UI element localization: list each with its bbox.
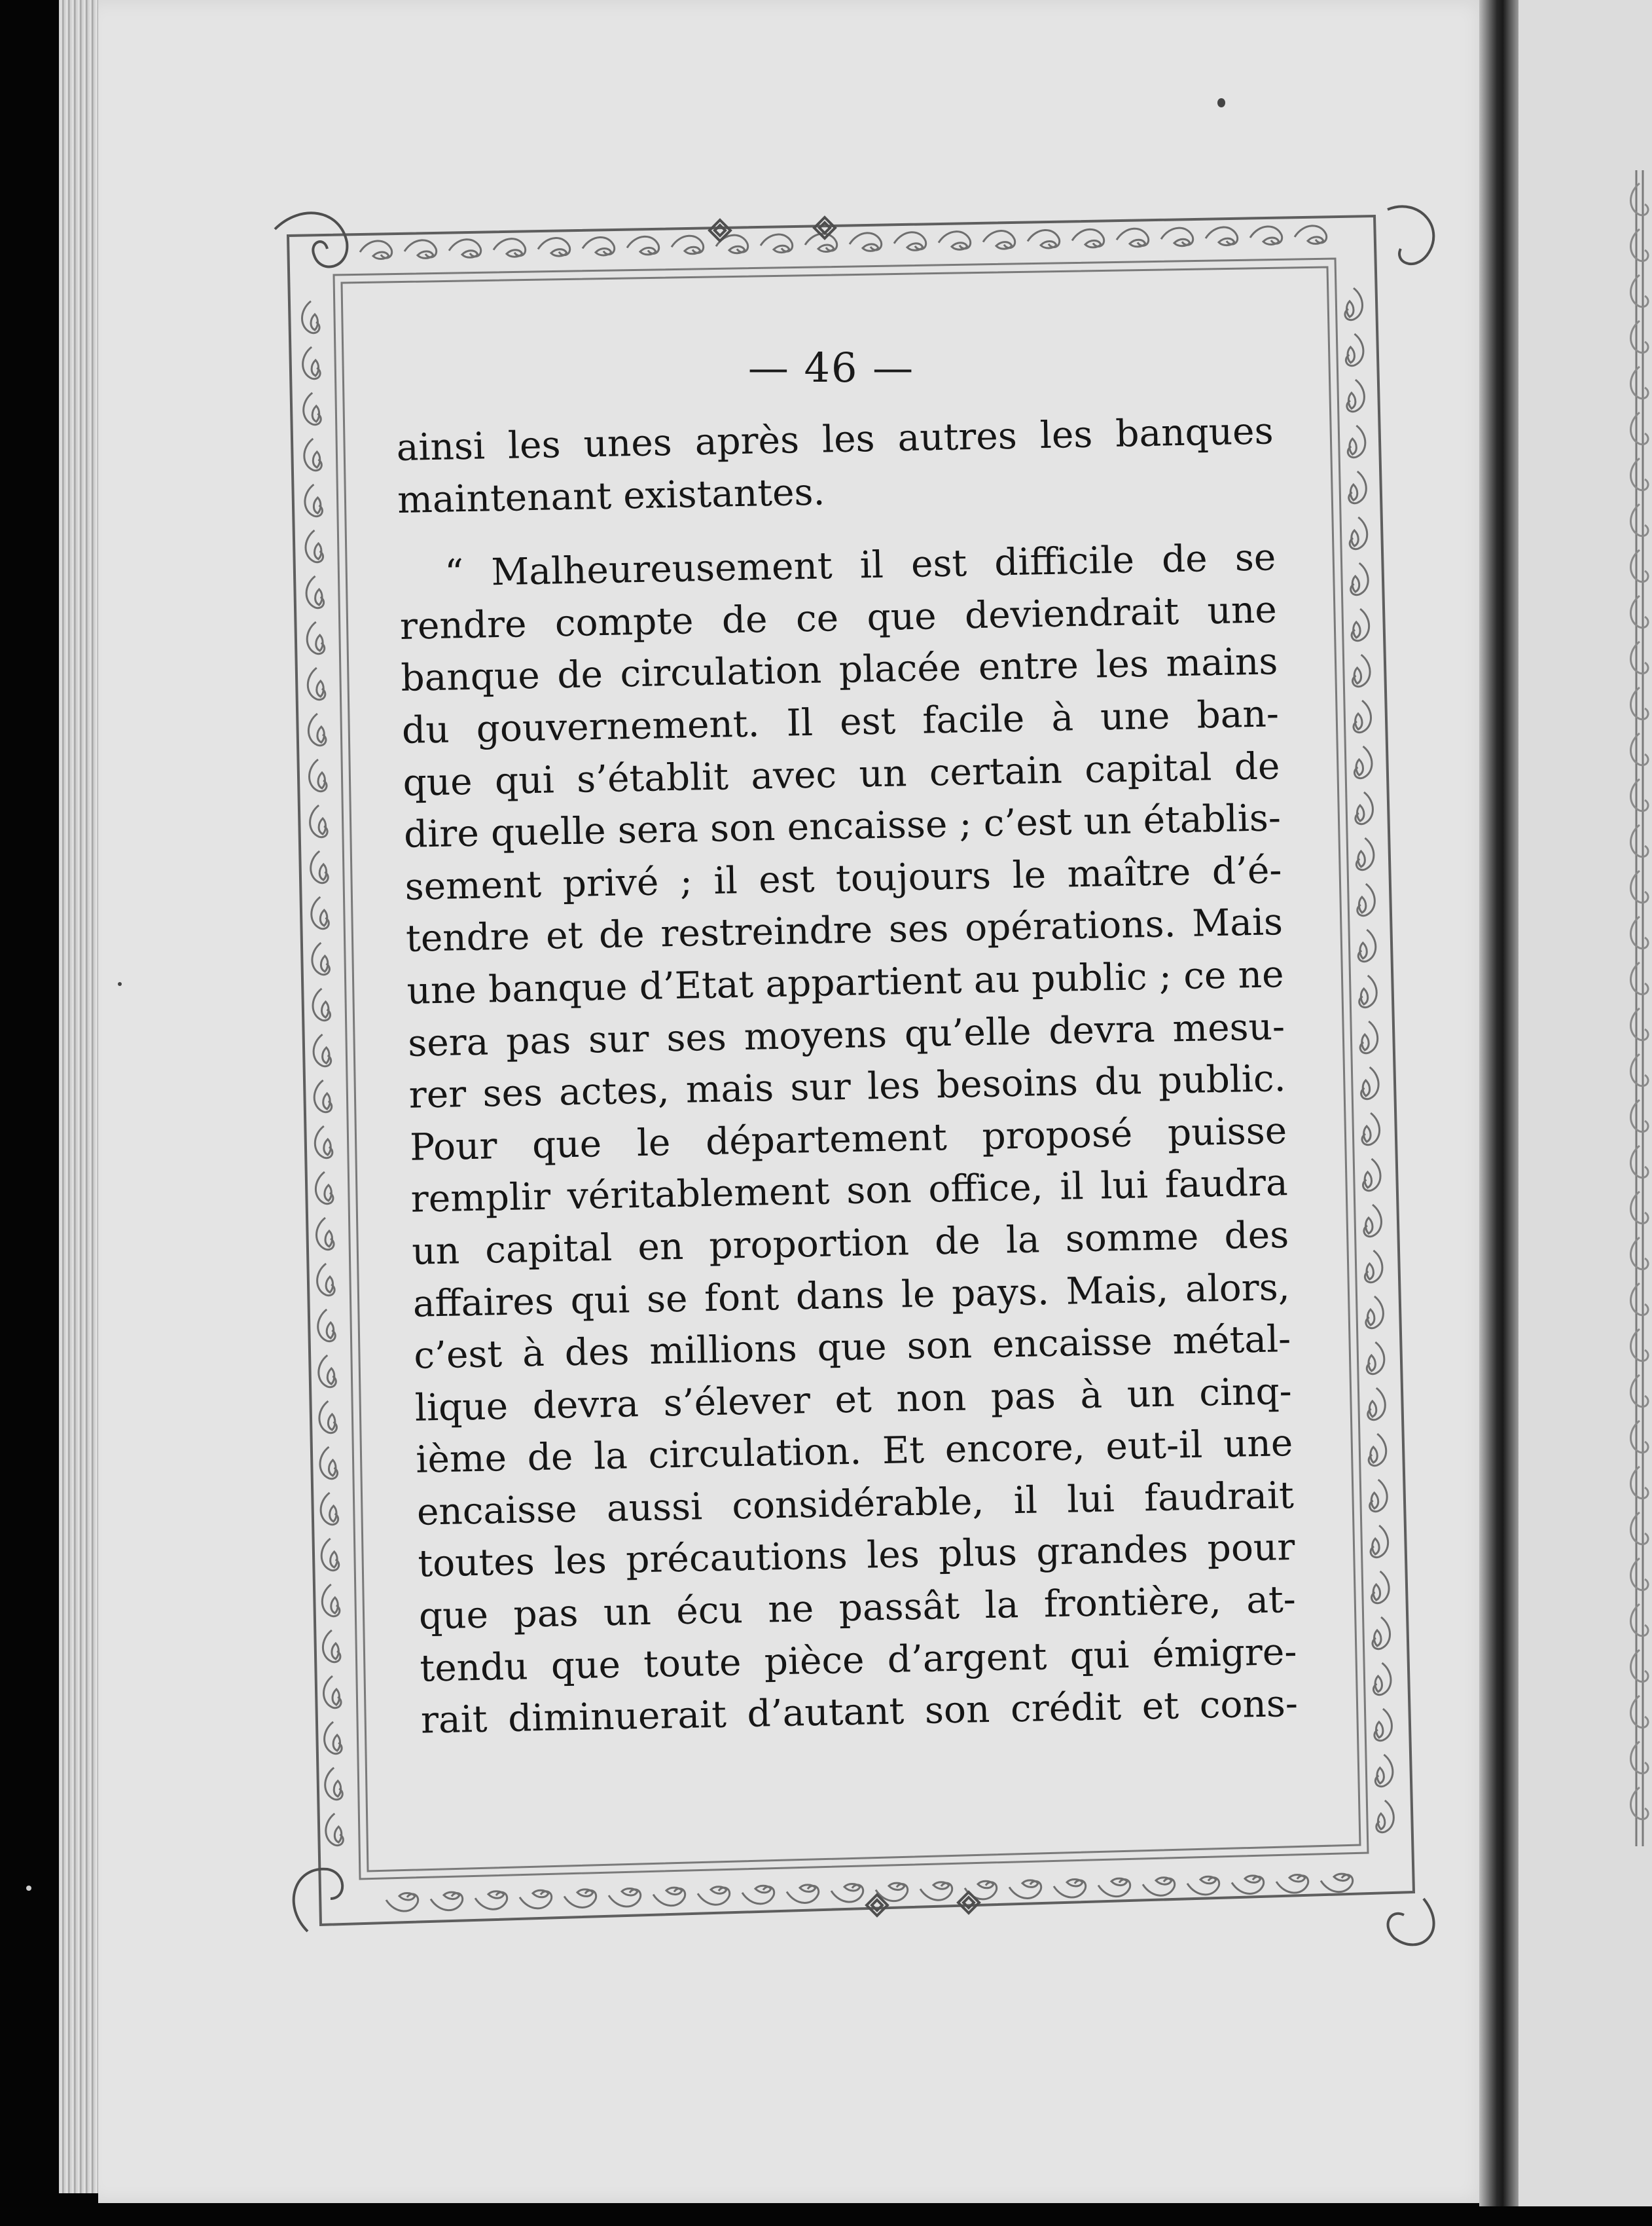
vine-ornament [475, 1892, 507, 1909]
vine-ornament [609, 1889, 641, 1907]
vine-ornament [1631, 1100, 1649, 1132]
vine-ornament [1631, 1421, 1649, 1453]
text-line: du gouvernement. Il est facile à une ban- [401, 693, 1280, 752]
page-number: — 46 — [747, 344, 915, 392]
vine-ornament [1631, 1650, 1649, 1682]
text-line: ainsi les unes après les autres les banques [396, 410, 1274, 469]
text-line: lique devra s’élever et non pas à un cinq- [414, 1370, 1293, 1430]
text-line: banque de circulation placée entre les mains [400, 640, 1278, 701]
vine-ornament [1631, 1467, 1649, 1499]
vine-ornament [1295, 226, 1327, 243]
vine-ornament [761, 234, 793, 251]
text-line: remplir véritablement son office, il lui faudra [410, 1161, 1289, 1222]
vine-ornament [1161, 228, 1193, 245]
vine-ornament [1631, 1237, 1649, 1269]
vine-ornament [1631, 917, 1649, 949]
dust-speck [1217, 98, 1225, 107]
text-line: tendre et de restreindre ses opérations. Mais [405, 901, 1284, 961]
text-line: c’est à des millions que son encaisse métal- [413, 1318, 1291, 1378]
vine-ornament [1072, 229, 1104, 246]
vine-ornament [1187, 1878, 1219, 1895]
vine-ornament [983, 231, 1015, 248]
vine-ornament [1631, 1146, 1649, 1178]
vine-ornament [1631, 825, 1649, 857]
vine-ornament [1098, 1880, 1130, 1897]
text-line: sera pas sur ses moyens qu’elle devra mesu- [407, 1005, 1285, 1065]
body-text [396, 405, 1299, 1747]
vine-ornament [538, 238, 570, 255]
vine-ornament [564, 1890, 596, 1907]
vine-ornament [1143, 1878, 1175, 1895]
vine-ornament [1631, 596, 1649, 628]
text-line: tendu que toute pièce d’argent qui émigre- [419, 1630, 1297, 1690]
vine-ornament [742, 1887, 774, 1904]
vine-ornament [1631, 1742, 1649, 1774]
vine-ornament [520, 1891, 552, 1908]
vine-ornament [1631, 1329, 1649, 1361]
vine-ornament [1631, 642, 1649, 674]
vine-ornament [787, 1886, 819, 1903]
vine-ornament [627, 236, 659, 253]
vine-ornament [386, 1894, 418, 1911]
text-line: affaires qui se font dans le pays. Mais, alors, [412, 1266, 1291, 1326]
text-line: toutes les précautions les plus grandes pour [417, 1526, 1295, 1586]
text-line: un capital en proportion de la somme des [411, 1213, 1289, 1273]
dust-speck [26, 1886, 31, 1891]
vine-ornament [404, 240, 437, 257]
text-line: Pour que le département proposé puisse [409, 1109, 1287, 1169]
text-line: maintenant existantes. [397, 471, 826, 522]
vine-ornament [1631, 1283, 1649, 1315]
text-line: une banque d’Etat appartient au public ; ce ne [406, 953, 1285, 1013]
vine-ornament [653, 1889, 685, 1906]
vine-ornament [1028, 230, 1060, 247]
vine-ornament [360, 241, 392, 258]
vine-ornament [1631, 779, 1649, 811]
vine-ornament [1631, 229, 1649, 261]
vine-ornament [831, 1885, 863, 1902]
text-line: “ Malheureusement il est difficile de se [444, 536, 1276, 595]
vine-ornament [1009, 1881, 1041, 1898]
text-line: sement privé ; il est toujours le maître d’é- [404, 848, 1283, 909]
vine-ornament [939, 232, 971, 249]
vine-ornament [1206, 227, 1238, 244]
vine-ornament [1631, 321, 1649, 353]
vine-ornament [1631, 1008, 1649, 1040]
vine-ornament [894, 232, 926, 249]
text-line: rait diminuerait d’autant son crédit et cons- [420, 1683, 1299, 1742]
vine-ornament [1250, 227, 1282, 244]
vine-ornament [1117, 228, 1149, 246]
vine-ornament [1631, 1558, 1649, 1590]
vine-ornament [698, 1888, 730, 1905]
vine-ornament [1232, 1876, 1264, 1893]
vine-ornament [1631, 962, 1649, 994]
vine-ornament [716, 235, 748, 252]
dust-speck [118, 982, 122, 986]
next-page-edge [1518, 0, 1652, 2206]
vine-ornament [1631, 733, 1649, 765]
vine-ornament [1631, 183, 1649, 215]
vine-ornament [1631, 1787, 1649, 1819]
vine-ornament [1631, 550, 1649, 582]
vine-ornament [494, 239, 526, 256]
text-line: encaisse aussi considérable, il lui faudrait [416, 1474, 1295, 1534]
vine-ornament [1631, 367, 1649, 399]
text-line: rer ses actes, mais sur les besoins du public. [408, 1057, 1287, 1117]
text-line: que pas un écu ne passât la frontière, at- [418, 1578, 1297, 1638]
text-line: ième de la circulation. Et encore, eut-il une [415, 1422, 1293, 1482]
vine-ornament [672, 236, 704, 253]
vine-ornament [850, 233, 882, 250]
text-line: que qui s’établit avec un certain capital de [402, 744, 1280, 805]
vine-ornament [1054, 1880, 1086, 1897]
vine-ornament [583, 237, 615, 254]
next-page-ornament [1617, 170, 1652, 1846]
vine-ornament [1631, 1192, 1649, 1224]
vine-ornament [1631, 687, 1649, 720]
vine-ornament [1631, 1375, 1649, 1407]
vine-ornament [1631, 1696, 1649, 1728]
vine-ornament [1631, 1512, 1649, 1544]
vine-ornament [1276, 1876, 1308, 1893]
vine-ornament [1631, 1604, 1649, 1636]
vine-ornament [1631, 871, 1649, 903]
text-line: rendre compte de ce que deviendrait une [399, 589, 1278, 648]
vine-ornament [1631, 275, 1649, 307]
vine-ornament [449, 240, 481, 257]
book-gutter [1479, 0, 1518, 2206]
vine-ornament [1631, 412, 1649, 445]
vine-ornament [431, 1893, 463, 1910]
vine-ornament [1631, 1054, 1649, 1086]
vine-ornament [1631, 504, 1649, 536]
text-line: dire quelle sera son encaisse ; c’est un établis- [403, 797, 1282, 857]
vine-ornament [1321, 1875, 1353, 1892]
vine-ornament [920, 1883, 952, 1900]
vine-ornament [1631, 458, 1649, 490]
